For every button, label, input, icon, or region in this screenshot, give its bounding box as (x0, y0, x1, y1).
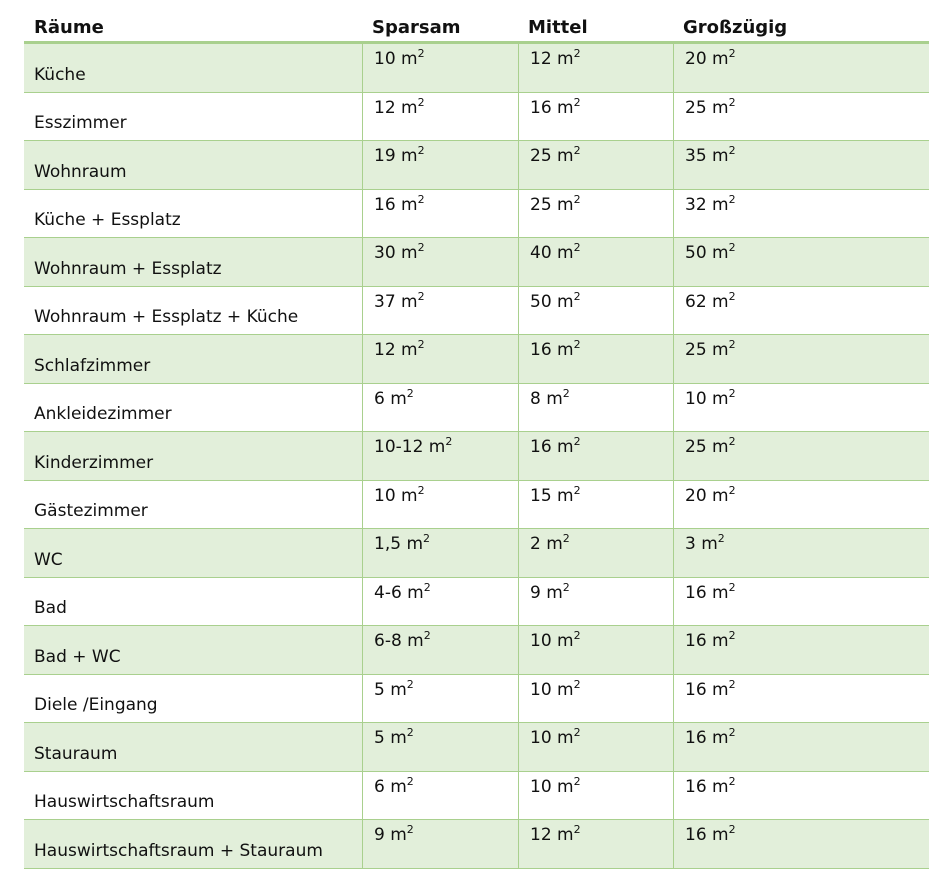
square-exponent: 2 (573, 726, 581, 739)
table-row (24, 432, 929, 481)
generous-size-cell (673, 190, 929, 238)
generous-size-cell (673, 675, 929, 723)
square-exponent: 2 (728, 483, 736, 497)
economical-size-value: 6 m (374, 776, 407, 797)
economical-size-cell (362, 190, 518, 238)
table-row (24, 772, 929, 821)
square-exponent: 2 (406, 386, 414, 400)
generous-size-cell (673, 481, 929, 529)
generous-size-value: 16 m (685, 776, 729, 797)
economical-size-value: 19 m (374, 146, 418, 166)
economical-size-value: 1,5 m (374, 534, 423, 554)
square-exponent: 2 (573, 435, 581, 448)
economical-size-cell (362, 287, 518, 335)
room-name-cell (24, 723, 362, 771)
square-exponent: 2 (728, 435, 736, 448)
square-exponent: 2 (728, 677, 736, 691)
medium-size-value: 12 m (530, 825, 574, 845)
table-row (24, 820, 929, 869)
room-name-cell (24, 141, 362, 189)
table-row (24, 723, 929, 772)
medium-size-value: 9 m (530, 582, 563, 603)
economical-size-value: 4-6 m (374, 582, 424, 603)
room-name-cell (24, 44, 362, 92)
room-name-cell (24, 287, 362, 335)
medium-size-cell (518, 141, 673, 189)
square-exponent: 2 (406, 823, 414, 836)
table-row (24, 44, 929, 93)
square-exponent: 2 (728, 823, 736, 836)
room-name-cell (24, 578, 362, 626)
economical-size-value: 5 m (374, 679, 407, 700)
medium-size-value: 16 m (530, 97, 574, 118)
economical-size-cell (362, 141, 518, 189)
medium-size-cell (518, 335, 673, 383)
room-name-cell (24, 335, 362, 383)
table-row (24, 529, 929, 578)
header-rooms: Räume (34, 17, 104, 38)
generous-size-value: 25 m (685, 340, 729, 360)
medium-size-value: 10 m (530, 679, 574, 700)
medium-size-cell (518, 772, 673, 820)
square-exponent: 2 (573, 774, 581, 788)
square-exponent: 2 (728, 192, 736, 206)
room-name: Esszimmer (34, 113, 127, 133)
table-row (24, 626, 929, 675)
medium-size-cell (518, 820, 673, 868)
generous-size-cell (673, 44, 929, 92)
room-name: Wohnraum (34, 161, 127, 182)
generous-size-value: 62 m (685, 291, 729, 312)
medium-size-cell (518, 93, 673, 141)
room-name-cell (24, 384, 362, 432)
room-name-cell (24, 772, 362, 820)
economical-size-cell (362, 529, 518, 577)
generous-size-value: 16 m (685, 728, 729, 748)
table-row (24, 384, 929, 433)
table-row (24, 141, 929, 190)
room-size-table (24, 12, 929, 869)
economical-size-value: 6 m (374, 388, 407, 409)
economical-size-cell (362, 723, 518, 771)
square-exponent: 2 (728, 726, 736, 739)
square-exponent: 2 (728, 289, 736, 303)
medium-size-value: 10 m (530, 776, 574, 797)
medium-size-value: 15 m (530, 485, 574, 506)
medium-size-cell (518, 578, 673, 626)
economical-size-cell (362, 481, 518, 529)
medium-size-value: 50 m (530, 291, 574, 312)
generous-size-value: 50 m (685, 243, 729, 263)
square-exponent: 2 (573, 677, 581, 691)
generous-size-cell (673, 772, 929, 820)
medium-size-value: 12 m (530, 49, 574, 69)
generous-size-cell (673, 335, 929, 383)
medium-size-cell (518, 675, 673, 723)
room-name: Schlafzimmer (34, 355, 151, 376)
generous-size-value: 20 m (685, 485, 729, 506)
square-exponent: 2 (573, 338, 581, 351)
generous-size-value: 16 m (685, 825, 729, 845)
economical-size-cell (362, 335, 518, 383)
economical-size-cell (362, 432, 518, 480)
economical-size-cell (362, 578, 518, 626)
economical-size-value: 10-12 m (374, 437, 446, 457)
generous-size-cell (673, 141, 929, 189)
room-name-cell (24, 820, 362, 868)
room-name-cell (24, 481, 362, 529)
square-exponent: 2 (728, 144, 736, 157)
medium-size-cell (518, 44, 673, 92)
generous-size-cell (673, 529, 929, 577)
economical-size-value: 37 m (374, 291, 418, 312)
square-exponent: 2 (728, 47, 736, 60)
economical-size-value: 30 m (374, 243, 418, 263)
square-exponent: 2 (573, 144, 581, 157)
generous-size-cell (673, 238, 929, 286)
square-exponent: 2 (423, 580, 431, 594)
economical-size-cell (362, 384, 518, 432)
room-name: Kinderzimmer (34, 452, 154, 473)
square-exponent: 2 (417, 47, 425, 60)
square-exponent: 2 (417, 192, 425, 206)
table-header (24, 12, 929, 44)
medium-size-cell (518, 238, 673, 286)
generous-size-cell (673, 432, 929, 480)
square-exponent: 2 (406, 677, 414, 691)
table-row (24, 481, 929, 530)
medium-size-value: 16 m (530, 340, 574, 360)
room-name-cell (24, 529, 362, 577)
square-exponent: 2 (417, 483, 425, 497)
square-exponent: 2 (573, 483, 581, 497)
generous-size-cell (673, 578, 929, 626)
generous-size-value: 16 m (685, 679, 729, 700)
room-name: Bad + WC (34, 646, 121, 667)
generous-size-value: 16 m (685, 582, 729, 603)
economical-size-value: 12 m (374, 340, 418, 360)
medium-size-value: 8 m (530, 388, 563, 409)
room-name-cell (24, 626, 362, 674)
square-exponent: 2 (728, 386, 736, 400)
economical-size-cell (362, 626, 518, 674)
square-exponent: 2 (573, 823, 581, 836)
economical-size-value: 10 m (374, 49, 418, 69)
medium-size-cell (518, 481, 673, 529)
square-exponent: 2 (728, 774, 736, 788)
economical-size-cell (362, 238, 518, 286)
square-exponent: 2 (562, 580, 570, 594)
medium-size-cell (518, 190, 673, 238)
medium-size-value: 10 m (530, 631, 574, 651)
room-name: Hauswirtschaftsraum + Stauraum (34, 840, 323, 861)
economical-size-cell (362, 44, 518, 92)
generous-size-value: 20 m (685, 49, 729, 69)
table-row (24, 93, 929, 142)
medium-size-value: 25 m (530, 194, 574, 215)
room-name: Stauraum (34, 743, 118, 764)
medium-size-value: 10 m (530, 728, 574, 748)
square-exponent: 2 (417, 241, 425, 254)
square-exponent: 2 (573, 289, 581, 303)
medium-size-cell (518, 287, 673, 335)
room-name: Wohnraum + Essplatz + Küche (34, 307, 299, 327)
generous-size-cell (673, 384, 929, 432)
medium-size-value: 25 m (530, 146, 574, 166)
medium-size-cell (518, 626, 673, 674)
square-exponent: 2 (728, 629, 736, 642)
generous-size-cell (673, 287, 929, 335)
medium-size-value: 40 m (530, 243, 574, 263)
square-exponent: 2 (417, 95, 425, 109)
medium-size-value: 2 m (530, 534, 563, 554)
square-exponent: 2 (562, 386, 570, 400)
economical-size-value: 6-8 m (374, 631, 424, 651)
square-exponent: 2 (406, 726, 414, 739)
economical-size-value: 10 m (374, 485, 418, 506)
room-name-cell (24, 238, 362, 286)
square-exponent: 2 (728, 95, 736, 109)
medium-size-cell (518, 384, 673, 432)
generous-size-cell (673, 820, 929, 868)
table-row (24, 335, 929, 384)
table-row (24, 190, 929, 239)
generous-size-value: 25 m (685, 437, 729, 457)
room-name: Bad (34, 598, 67, 618)
square-exponent: 2 (728, 241, 736, 254)
square-exponent: 2 (573, 629, 581, 642)
room-name: WC (34, 549, 63, 570)
room-name: Gästezimmer (34, 501, 148, 521)
generous-size-value: 35 m (685, 146, 729, 166)
economical-size-cell (362, 772, 518, 820)
square-exponent: 2 (423, 629, 431, 642)
header-medium: Mittel (528, 17, 588, 38)
square-exponent: 2 (417, 338, 425, 351)
square-exponent: 2 (423, 532, 430, 545)
generous-size-cell (673, 93, 929, 141)
medium-size-cell (518, 432, 673, 480)
economical-size-value: 16 m (374, 194, 418, 215)
square-exponent: 2 (562, 532, 570, 545)
square-exponent: 2 (445, 435, 453, 448)
economical-size-value: 5 m (374, 728, 407, 748)
medium-size-cell (518, 723, 673, 771)
square-exponent: 2 (717, 532, 725, 545)
economical-size-cell (362, 675, 518, 723)
square-exponent: 2 (417, 289, 425, 303)
room-name: Ankleidezimmer (34, 404, 172, 424)
generous-size-value: 25 m (685, 97, 729, 118)
square-exponent: 2 (573, 241, 581, 254)
generous-size-value: 32 m (685, 194, 729, 215)
square-exponent: 2 (417, 144, 425, 157)
room-name-cell (24, 675, 362, 723)
square-exponent: 2 (406, 774, 414, 788)
economical-size-value: 9 m (374, 825, 407, 845)
room-name: Küche + Essplatz (34, 210, 181, 230)
economical-size-cell (362, 93, 518, 141)
generous-size-value: 3 m (685, 534, 718, 554)
room-name-cell (24, 190, 362, 238)
table-row (24, 578, 929, 627)
economical-size-value: 12 m (374, 97, 418, 118)
room-name: Wohnraum + Essplatz (34, 258, 222, 279)
square-exponent: 2 (728, 580, 736, 594)
header-economical: Sparsam (372, 17, 461, 38)
generous-size-cell (673, 626, 929, 674)
generous-size-cell (673, 723, 929, 771)
table-body (24, 44, 929, 869)
square-exponent: 2 (573, 47, 581, 60)
generous-size-value: 16 m (685, 631, 729, 651)
square-exponent: 2 (573, 192, 581, 206)
room-name: Hauswirtschaftsraum (34, 792, 215, 812)
medium-size-value: 16 m (530, 437, 574, 457)
table-row (24, 675, 929, 724)
table-row (24, 238, 929, 287)
room-name-cell (24, 93, 362, 141)
economical-size-cell (362, 820, 518, 868)
square-exponent: 2 (573, 95, 581, 109)
generous-size-value: 10 m (685, 388, 729, 409)
medium-size-cell (518, 529, 673, 577)
room-name-cell (24, 432, 362, 480)
table-row (24, 287, 929, 336)
room-name: Küche (34, 64, 86, 85)
header-generous: Großzügig (683, 17, 788, 38)
square-exponent: 2 (728, 338, 736, 351)
room-name: Diele /Eingang (34, 695, 158, 715)
